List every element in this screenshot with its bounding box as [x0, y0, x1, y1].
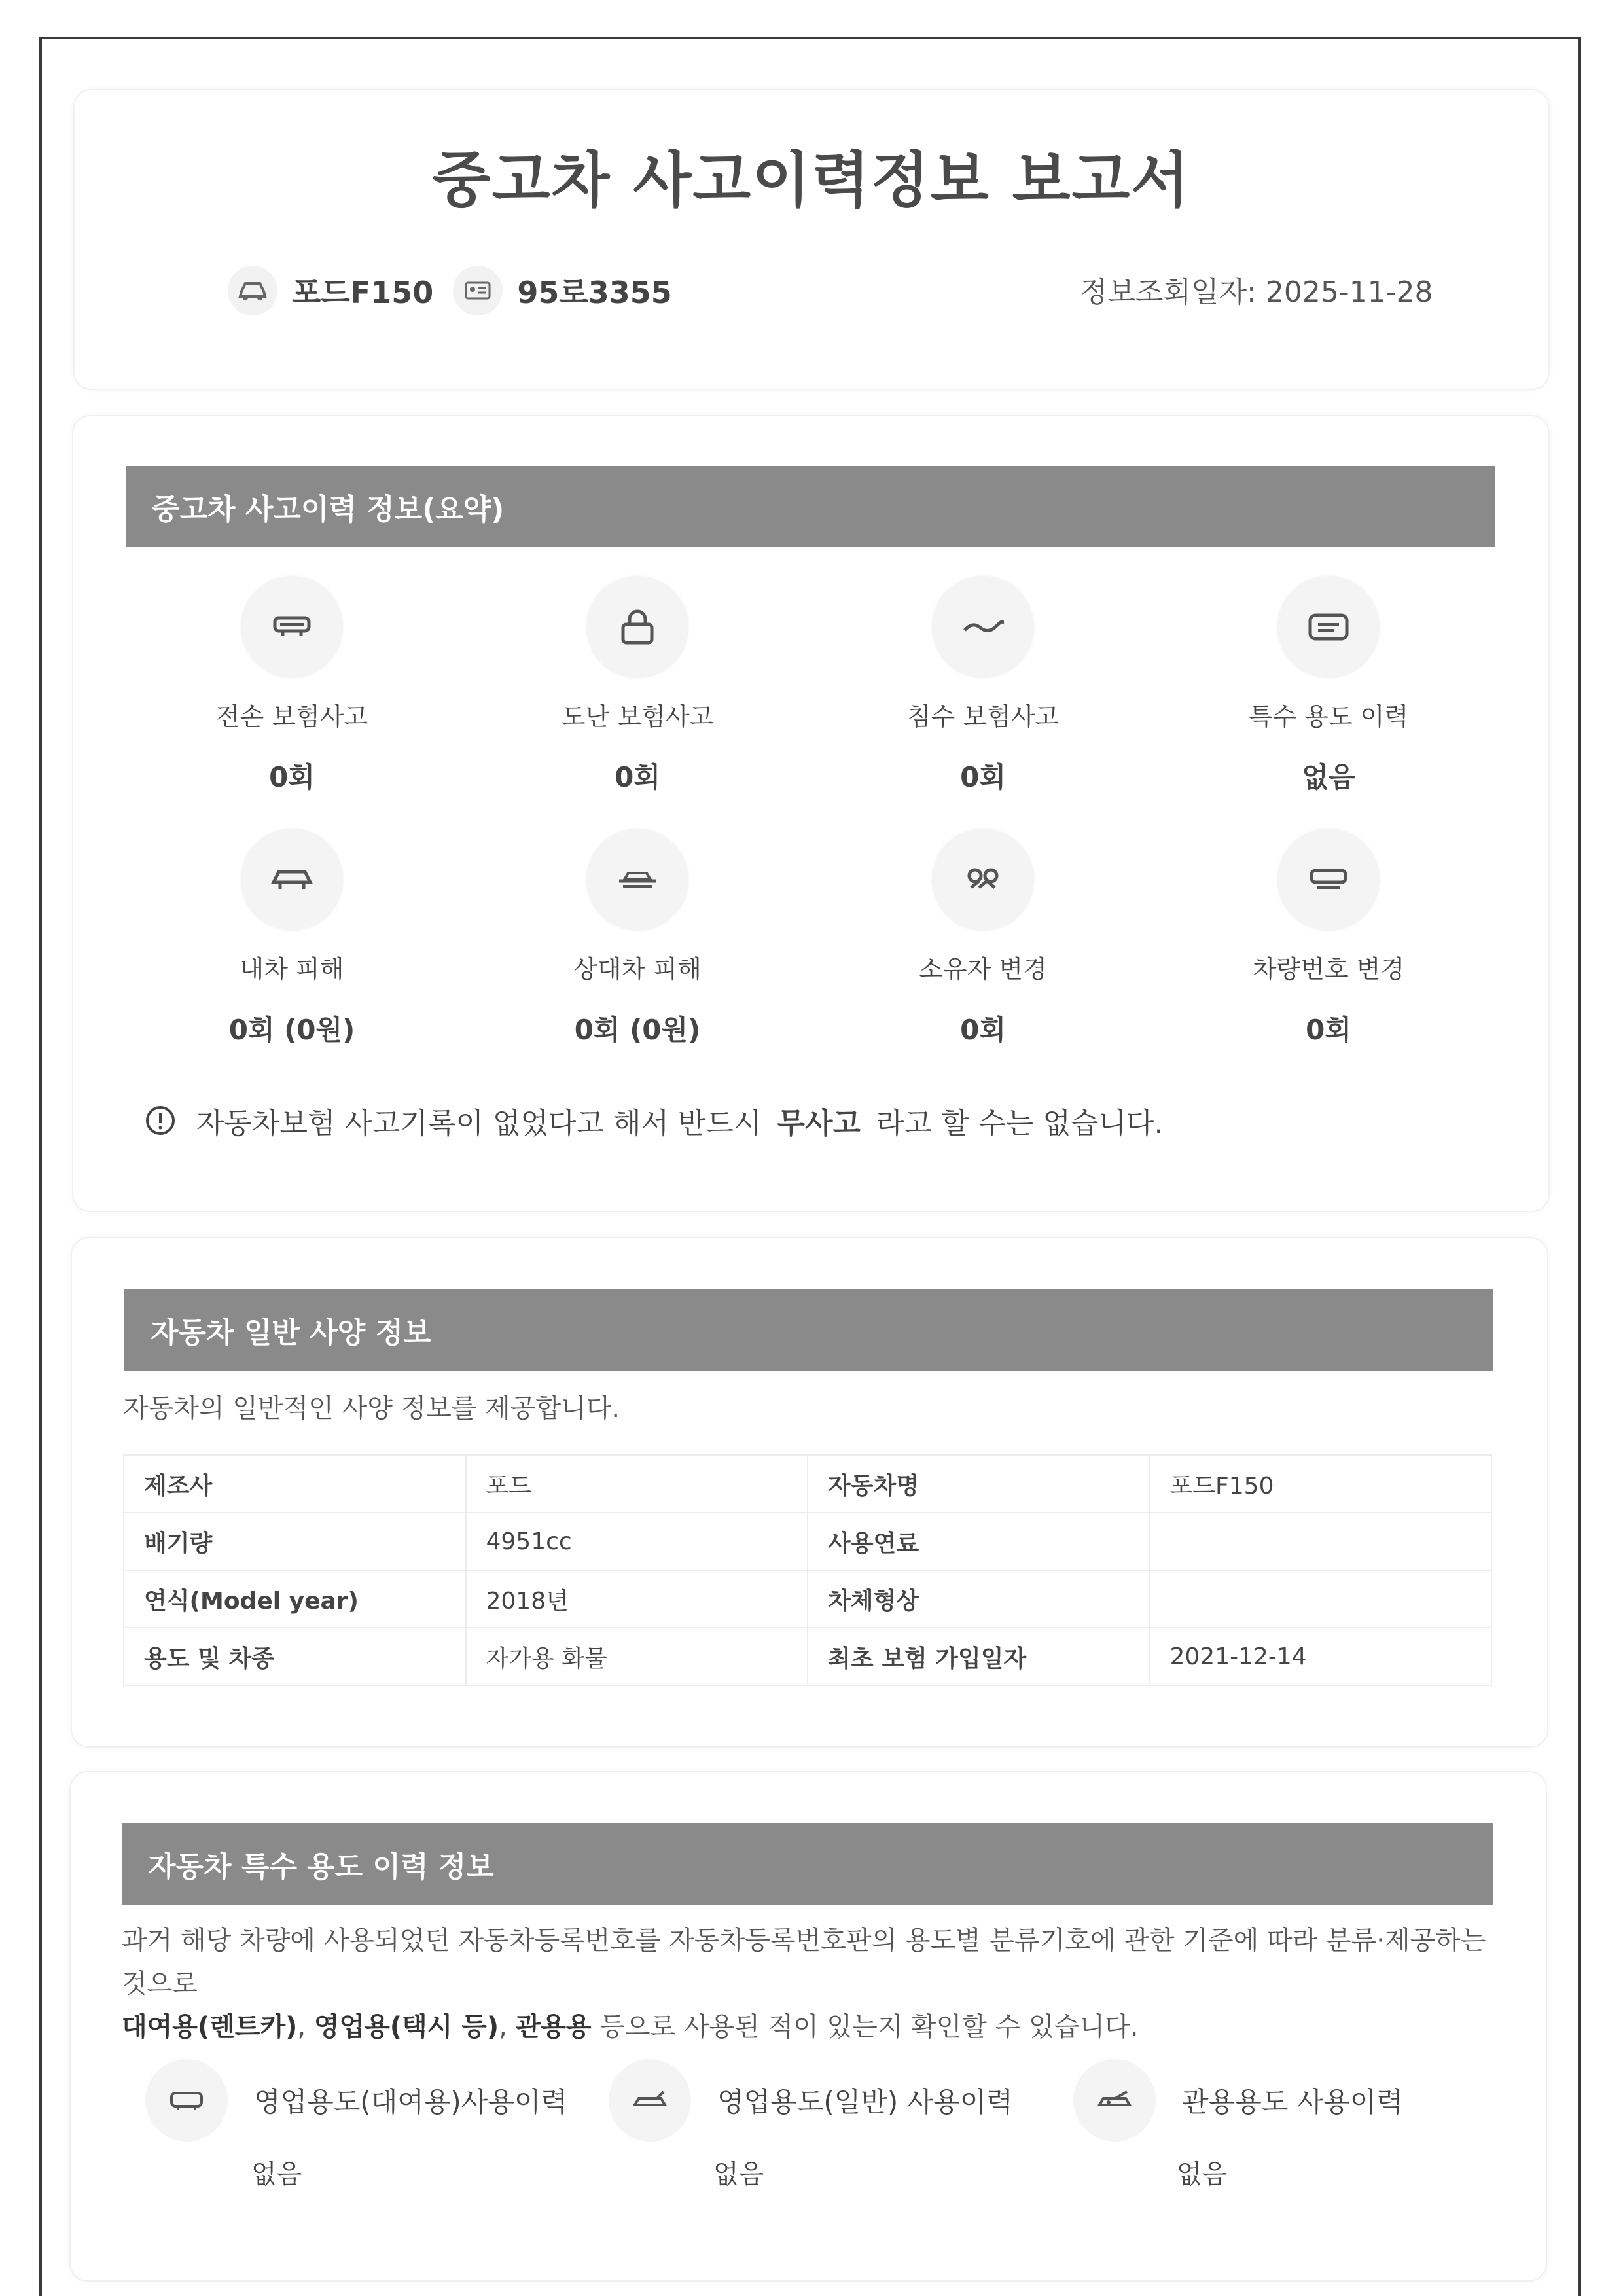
stat-own-damage — [161, 829, 423, 1048]
stat-label: 차량번호 변경 — [1252, 955, 1405, 984]
header-card — [73, 89, 1550, 390]
usage-value: 없음 — [251, 2159, 302, 2189]
desc-official: 관용용 — [515, 2012, 592, 2042]
commercial-car-icon — [609, 2059, 691, 2142]
desc-line-1: 과거 해당 차량에 사용되었던 자동차등록번호를 자동차등록번호판의 용도별 분류기호에 관한 기준에 따라 분류·제공하는 것으로 — [122, 1926, 1486, 1999]
disclaimer-note — [144, 1100, 1164, 1141]
car-model: 포드F150 — [292, 275, 434, 310]
table-cell: 배기량 — [124, 1513, 466, 1570]
table-cell: 포드 — [466, 1455, 808, 1513]
stat-value: 0회 — [960, 761, 1006, 793]
summary-heading: 중고차 사고이력 정보(요약) — [126, 466, 1495, 547]
table-cell: 최초 보험 가입일자 — [808, 1628, 1150, 1685]
stat-label: 침수 보험사고 — [906, 702, 1060, 731]
usage-official — [1073, 2059, 1403, 2142]
lock-icon — [586, 576, 688, 678]
table-cell: 2018년 — [466, 1570, 808, 1628]
table-row — [124, 1513, 1491, 1570]
stat-value: 0회 (0원) — [574, 1014, 701, 1046]
table-cell: 4951cc — [466, 1513, 808, 1570]
stat-value: 0회 — [269, 761, 315, 793]
table-cell: 용도 및 차종 — [124, 1628, 466, 1685]
table-cell: 2021-12-14 — [1150, 1628, 1492, 1685]
desc-rental: 대여용(렌트카) — [122, 2012, 298, 2042]
note-text-bold: 무사고 — [777, 1107, 861, 1140]
desc-sep: , — [297, 2012, 314, 2042]
special-use-description — [122, 1919, 1509, 2049]
spec-heading: 자동차 일반 사양 정보 — [124, 1289, 1493, 1371]
spec-table — [123, 1454, 1492, 1686]
car-icon — [228, 266, 277, 315]
stat-value: 0회 — [615, 761, 660, 793]
stat-label: 상대차 피해 — [573, 955, 702, 984]
inquiry-date: 정보조회일자: 2025-11-28 — [1080, 276, 1433, 309]
card-icon — [1277, 576, 1380, 678]
stat-special-use — [1198, 576, 1459, 795]
stat-value: 0회 — [1306, 1014, 1351, 1046]
other-car-icon — [586, 829, 688, 931]
stat-label: 전손 보험사고 — [215, 702, 368, 731]
stat-value: 없음 — [1302, 761, 1355, 793]
stat-plate-change — [1198, 829, 1459, 1048]
table-row — [124, 1455, 1491, 1513]
owner-change-icon — [932, 829, 1034, 931]
table-cell: 자동차명 — [808, 1455, 1150, 1513]
table-cell: 사용연료 — [808, 1513, 1150, 1570]
id-card-icon — [453, 266, 503, 315]
stat-flood — [852, 576, 1114, 795]
note-text-after: 라고 할 수는 없습니다. — [876, 1107, 1164, 1140]
table-cell — [1150, 1570, 1492, 1628]
car-damage-icon — [241, 829, 343, 931]
info-icon — [144, 1104, 177, 1137]
table-cell: 차체형상 — [808, 1570, 1150, 1628]
wave-icon — [932, 576, 1034, 678]
desc-commercial: 영업용(택시 등) — [313, 2012, 499, 2042]
table-row — [124, 1570, 1491, 1628]
stat-owner-change — [852, 829, 1114, 1048]
stat-total-loss — [161, 576, 423, 795]
desc-sep: , — [499, 2012, 516, 2042]
stat-label: 소유자 변경 — [919, 955, 1047, 984]
vehicle-meta — [228, 264, 692, 317]
stat-label: 특수 용도 이력 — [1248, 702, 1409, 731]
table-cell: 연식(Model year) — [124, 1570, 466, 1628]
stat-value: 0회 — [960, 1014, 1006, 1046]
usage-label: 영업용도(대여용)사용이력 — [254, 2086, 568, 2118]
usage-rental — [145, 2059, 567, 2142]
stat-label: 내차 피해 — [240, 955, 344, 984]
stat-theft — [507, 576, 768, 795]
table-row — [124, 1628, 1491, 1685]
usage-commercial — [609, 2059, 1013, 2142]
table-cell: 포드F150 — [1150, 1455, 1492, 1513]
stat-value: 0회 (0원) — [228, 1014, 355, 1046]
usage-value: 없음 — [1177, 2159, 1228, 2189]
usage-label: 관용용도 사용이력 — [1182, 2086, 1403, 2118]
usage-label: 영업용도(일반) 사용이력 — [717, 2086, 1013, 2118]
table-cell: 제조사 — [124, 1455, 466, 1513]
spec-description: 자동차의 일반적인 사양 정보를 제공합니다. — [123, 1393, 620, 1424]
table-cell — [1150, 1513, 1492, 1570]
note-text-before: 자동차보험 사고기록이 없었다고 해서 반드시 — [196, 1107, 762, 1140]
usage-value: 없음 — [713, 2159, 764, 2189]
official-car-icon — [1073, 2059, 1156, 2142]
plate-number: 95로3355 — [517, 275, 672, 310]
plate-change-icon — [1277, 829, 1380, 931]
desc-tail: 등으로 사용된 적이 있는지 확인할 수 있습니다. — [591, 2012, 1139, 2042]
total-loss-icon — [241, 576, 343, 678]
special-use-heading: 자동차 특수 용도 이력 정보 — [122, 1823, 1493, 1905]
stat-other-damage — [507, 829, 768, 1048]
rental-car-icon — [145, 2059, 228, 2142]
page-title: 중고차 사고이력정보 보고서 — [432, 145, 1191, 215]
stat-label: 도난 보험사고 — [561, 702, 714, 731]
table-cell: 자가용 화물 — [466, 1628, 808, 1685]
